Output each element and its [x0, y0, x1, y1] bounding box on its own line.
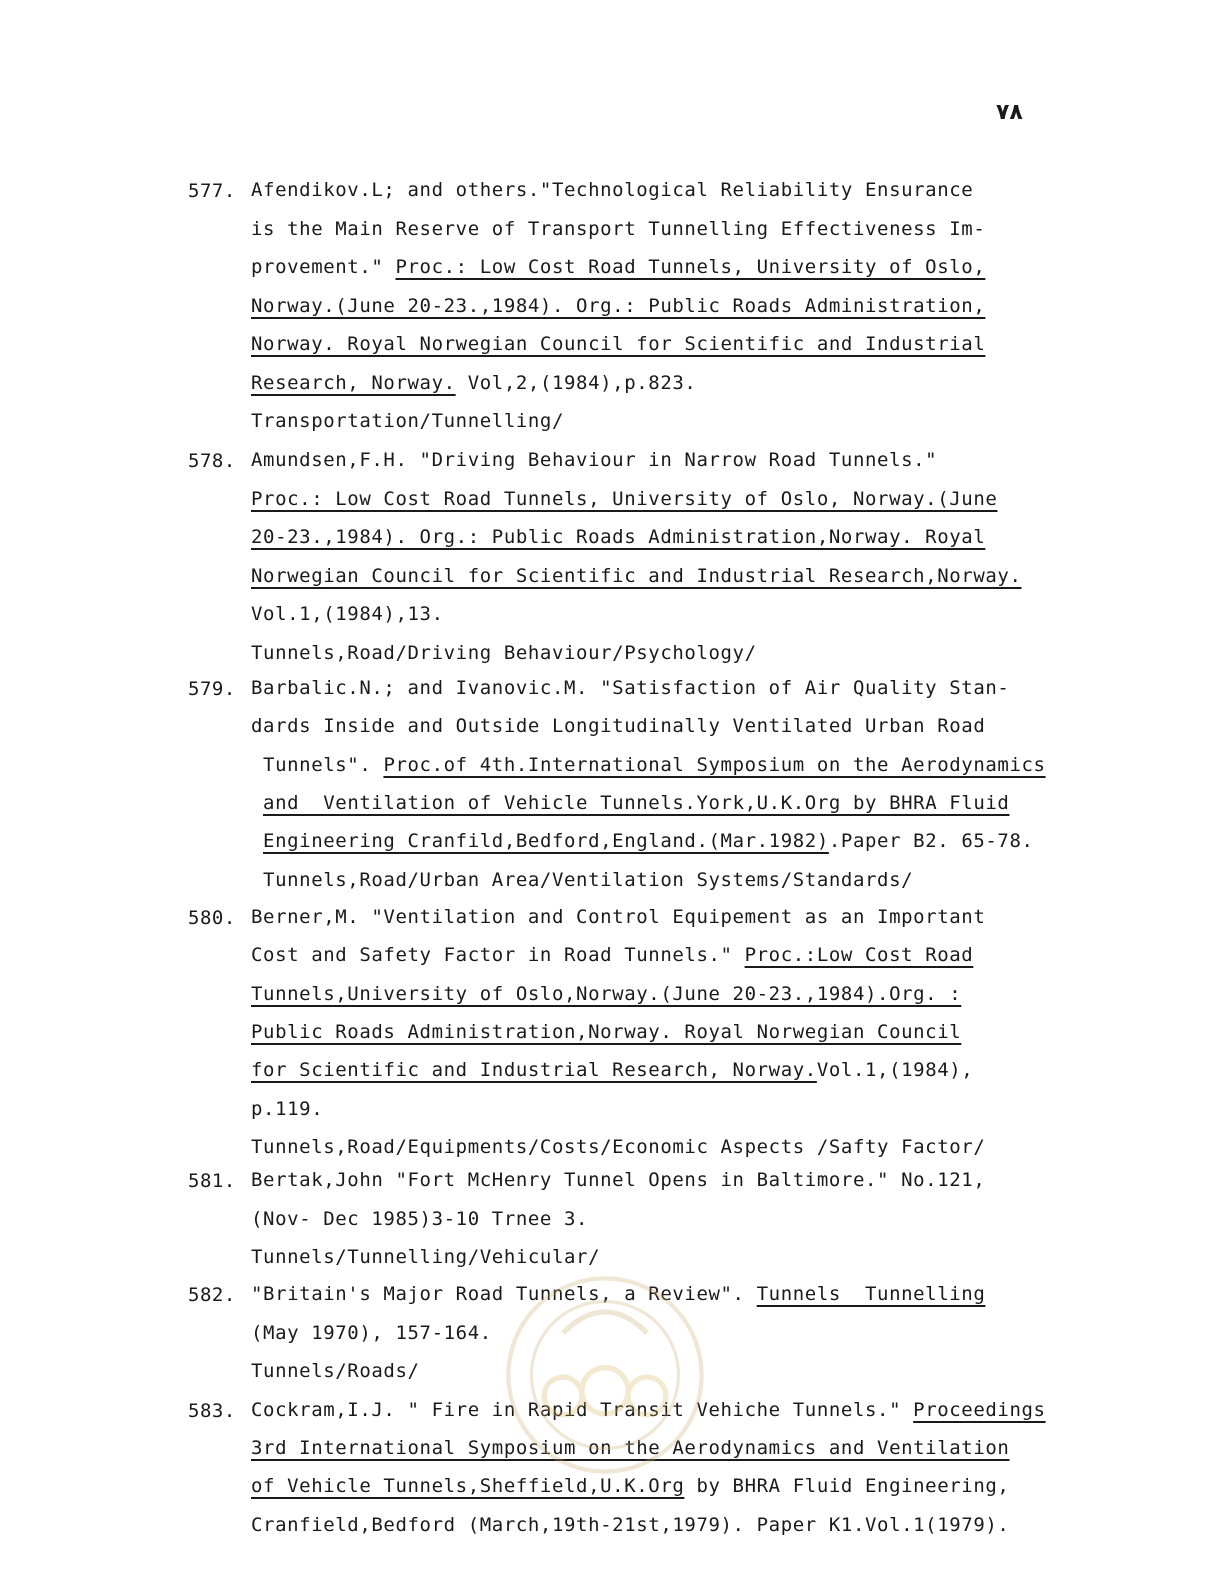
entry-number: 578.: [188, 450, 236, 472]
underlined-source: Norwegian Council for Scientific and Industrial Research,Norway.: [251, 564, 1022, 587]
citation-text: p.119.: [251, 1097, 324, 1120]
entry-line: [251, 791, 1009, 815]
citation-text: "Britain's Major Road Tunnels, a Review".: [251, 1283, 757, 1305]
citation-text: Cranfield,Bedford (March,19th-21st,1979). Paper K1.Vol.1(1979).: [251, 1513, 1010, 1536]
citation-text: Vol.1,(1984),13.: [251, 603, 444, 625]
entry-line: [251, 676, 1009, 700]
entry-line: [251, 905, 985, 929]
underlined-source: Public Roads Administration,Norway. Royal Norwegian Council: [251, 1020, 962, 1043]
entry-line: [251, 943, 973, 967]
entry-line: [251, 371, 696, 395]
entry-number: 580.: [188, 907, 236, 929]
underlined-source: Norway. Royal Norwegian Council for Scientific and Industrial: [251, 333, 986, 355]
citation-text: Cost and Safety Factor in Road Tunnels.": [251, 944, 745, 967]
underlined-source: 20-23.,1984). Org.: Public Roads Administration,Norway. Royal: [251, 526, 986, 548]
citation-text: [251, 830, 263, 852]
entry-number: 577.: [188, 180, 236, 202]
citation-text: provement.": [251, 256, 396, 278]
citation-text: (May 1970), 157-164.: [251, 1321, 492, 1344]
citation-text: Vol.1,(1984),: [816, 1059, 974, 1082]
entry-line: [251, 448, 937, 472]
entry-number: 582.: [188, 1284, 236, 1306]
underlined-source: Tunnels,University of Oslo,Norway.(June 20-23.,1984).Org. :: [251, 982, 962, 1005]
entry-line: [251, 714, 985, 738]
underlined-source: Norway.(June 20-23.,1984). Org.: Public Roads Administration,: [251, 294, 986, 317]
citation-text: Berner,M. "Ventilation and Control Equipement as an Important: [251, 906, 986, 928]
entry-line: [251, 525, 985, 549]
entry-number: 581.: [188, 1170, 236, 1192]
underlined-source: Proc.of 4th.International Symposium on the Aerodynamics: [383, 753, 1046, 776]
citation-text: by BHRA Fluid Engineering,: [684, 1475, 1010, 1498]
underlined-source: Engineering Cranfild,Bedford,England.(Mar.1982): [263, 830, 829, 853]
citation-text: (Nov- Dec 1985)3-10 Trnee 3.: [251, 1207, 589, 1230]
citation-text: Afendikov.L; and others."Technological Reliability Ensurance: [251, 179, 974, 201]
entry-line: [251, 217, 985, 241]
underlined-source: Tunnels Tunnelling: [756, 1283, 986, 1305]
underlined-source: Proceedings: [913, 1399, 1046, 1421]
entry-line: [251, 409, 564, 433]
underlined-source: for Scientific and Industrial Research, Norway.: [251, 1059, 817, 1082]
entry-number: 579.: [188, 678, 236, 700]
citation-text: Transportation/Tunnelling/: [251, 410, 565, 432]
entry-line: [251, 1321, 492, 1345]
entry-line: [251, 1058, 973, 1082]
citation-text: is the Main Reserve of Transport Tunnelling Effectiveness Im-: [251, 217, 986, 240]
entry-line: [251, 1097, 323, 1121]
library-stamp-watermark: [500, 1270, 710, 1480]
underlined-source: Research, Norway.: [251, 371, 456, 394]
entry-line: [251, 332, 985, 356]
entry-line: [251, 1245, 600, 1269]
citation-text: Bertak,John "Fort McHenry Tunnel Opens in Baltimore." No.121,: [251, 1169, 986, 1191]
citation-text: Tunnels,Road/Equipments/Costs/Economic Aspects /Safty Factor/: [251, 1135, 986, 1158]
citation-text: Tunnels".: [251, 753, 384, 776]
entry-line: [251, 1168, 985, 1192]
entry-line: [251, 753, 1046, 777]
underlined-source: 3rd International Symposium on the Aerodynamics and Ventilation: [251, 1437, 1010, 1460]
citation-text: Tunnels/Tunnelling/Vehicular/: [251, 1246, 601, 1268]
entry-line: [251, 1207, 588, 1231]
entry-line: [251, 1020, 961, 1044]
entry-number: 583.: [188, 1400, 236, 1422]
entry-line: [251, 641, 757, 665]
citation-text: Barbalic.N.; and Ivanovic.M. "Satisfaction of Air Quality Stan-: [251, 677, 1010, 699]
citation-text: Cockram,I.J. " Fire in Rapid Transit Vehiche Tunnels.": [251, 1399, 914, 1421]
underlined-source: Proc.:Low Cost Road: [744, 944, 974, 967]
entry-line: [251, 982, 961, 1006]
citation-text: Tunnels,Road/Driving Behaviour/Psychology/: [251, 641, 757, 664]
citation-text: [251, 792, 263, 814]
entry-line: [251, 602, 444, 626]
entry-line: [251, 829, 1034, 853]
citation-text: Tunnels,Road/Urban Area/Ventilation Systems/Standards/: [251, 868, 914, 891]
underlined-source: and Ventilation of Vehicle Tunnels.York,U.K.Org by BHRA Fluid: [263, 791, 1010, 814]
entry-line: [251, 487, 997, 511]
citation-text: Amundsen,F.H. "Driving Behaviour in Narrow Road Tunnels.": [251, 449, 938, 471]
underlined-source: of Vehicle Tunnels,Sheffield,U.K.Org: [251, 1475, 685, 1498]
entry-line: [251, 294, 985, 318]
citation-text: Vol,2,(1984),p.823.: [455, 371, 697, 394]
entry-line: [251, 1135, 985, 1159]
entry-line: [251, 1513, 1009, 1537]
underlined-source: Proc.: Low Cost Road Tunnels, University of Oslo,: [395, 256, 986, 278]
citation-text: Tunnels/Roads/: [251, 1360, 420, 1382]
page-number: ۷۸: [996, 100, 1023, 125]
entry-line: [251, 564, 1022, 588]
entry-line: [251, 255, 985, 279]
entry-line: [251, 868, 913, 892]
underlined-source: Proc.: Low Cost Road Tunnels, University of Oslo, Norway.(June: [251, 487, 998, 510]
citation-text: dards Inside and Outside Longitudinally Ventilated Urban Road: [251, 715, 986, 738]
entry-line: [251, 178, 973, 202]
citation-text: .Paper B2. 65-78.: [828, 830, 1034, 853]
entry-line: [251, 1359, 420, 1383]
